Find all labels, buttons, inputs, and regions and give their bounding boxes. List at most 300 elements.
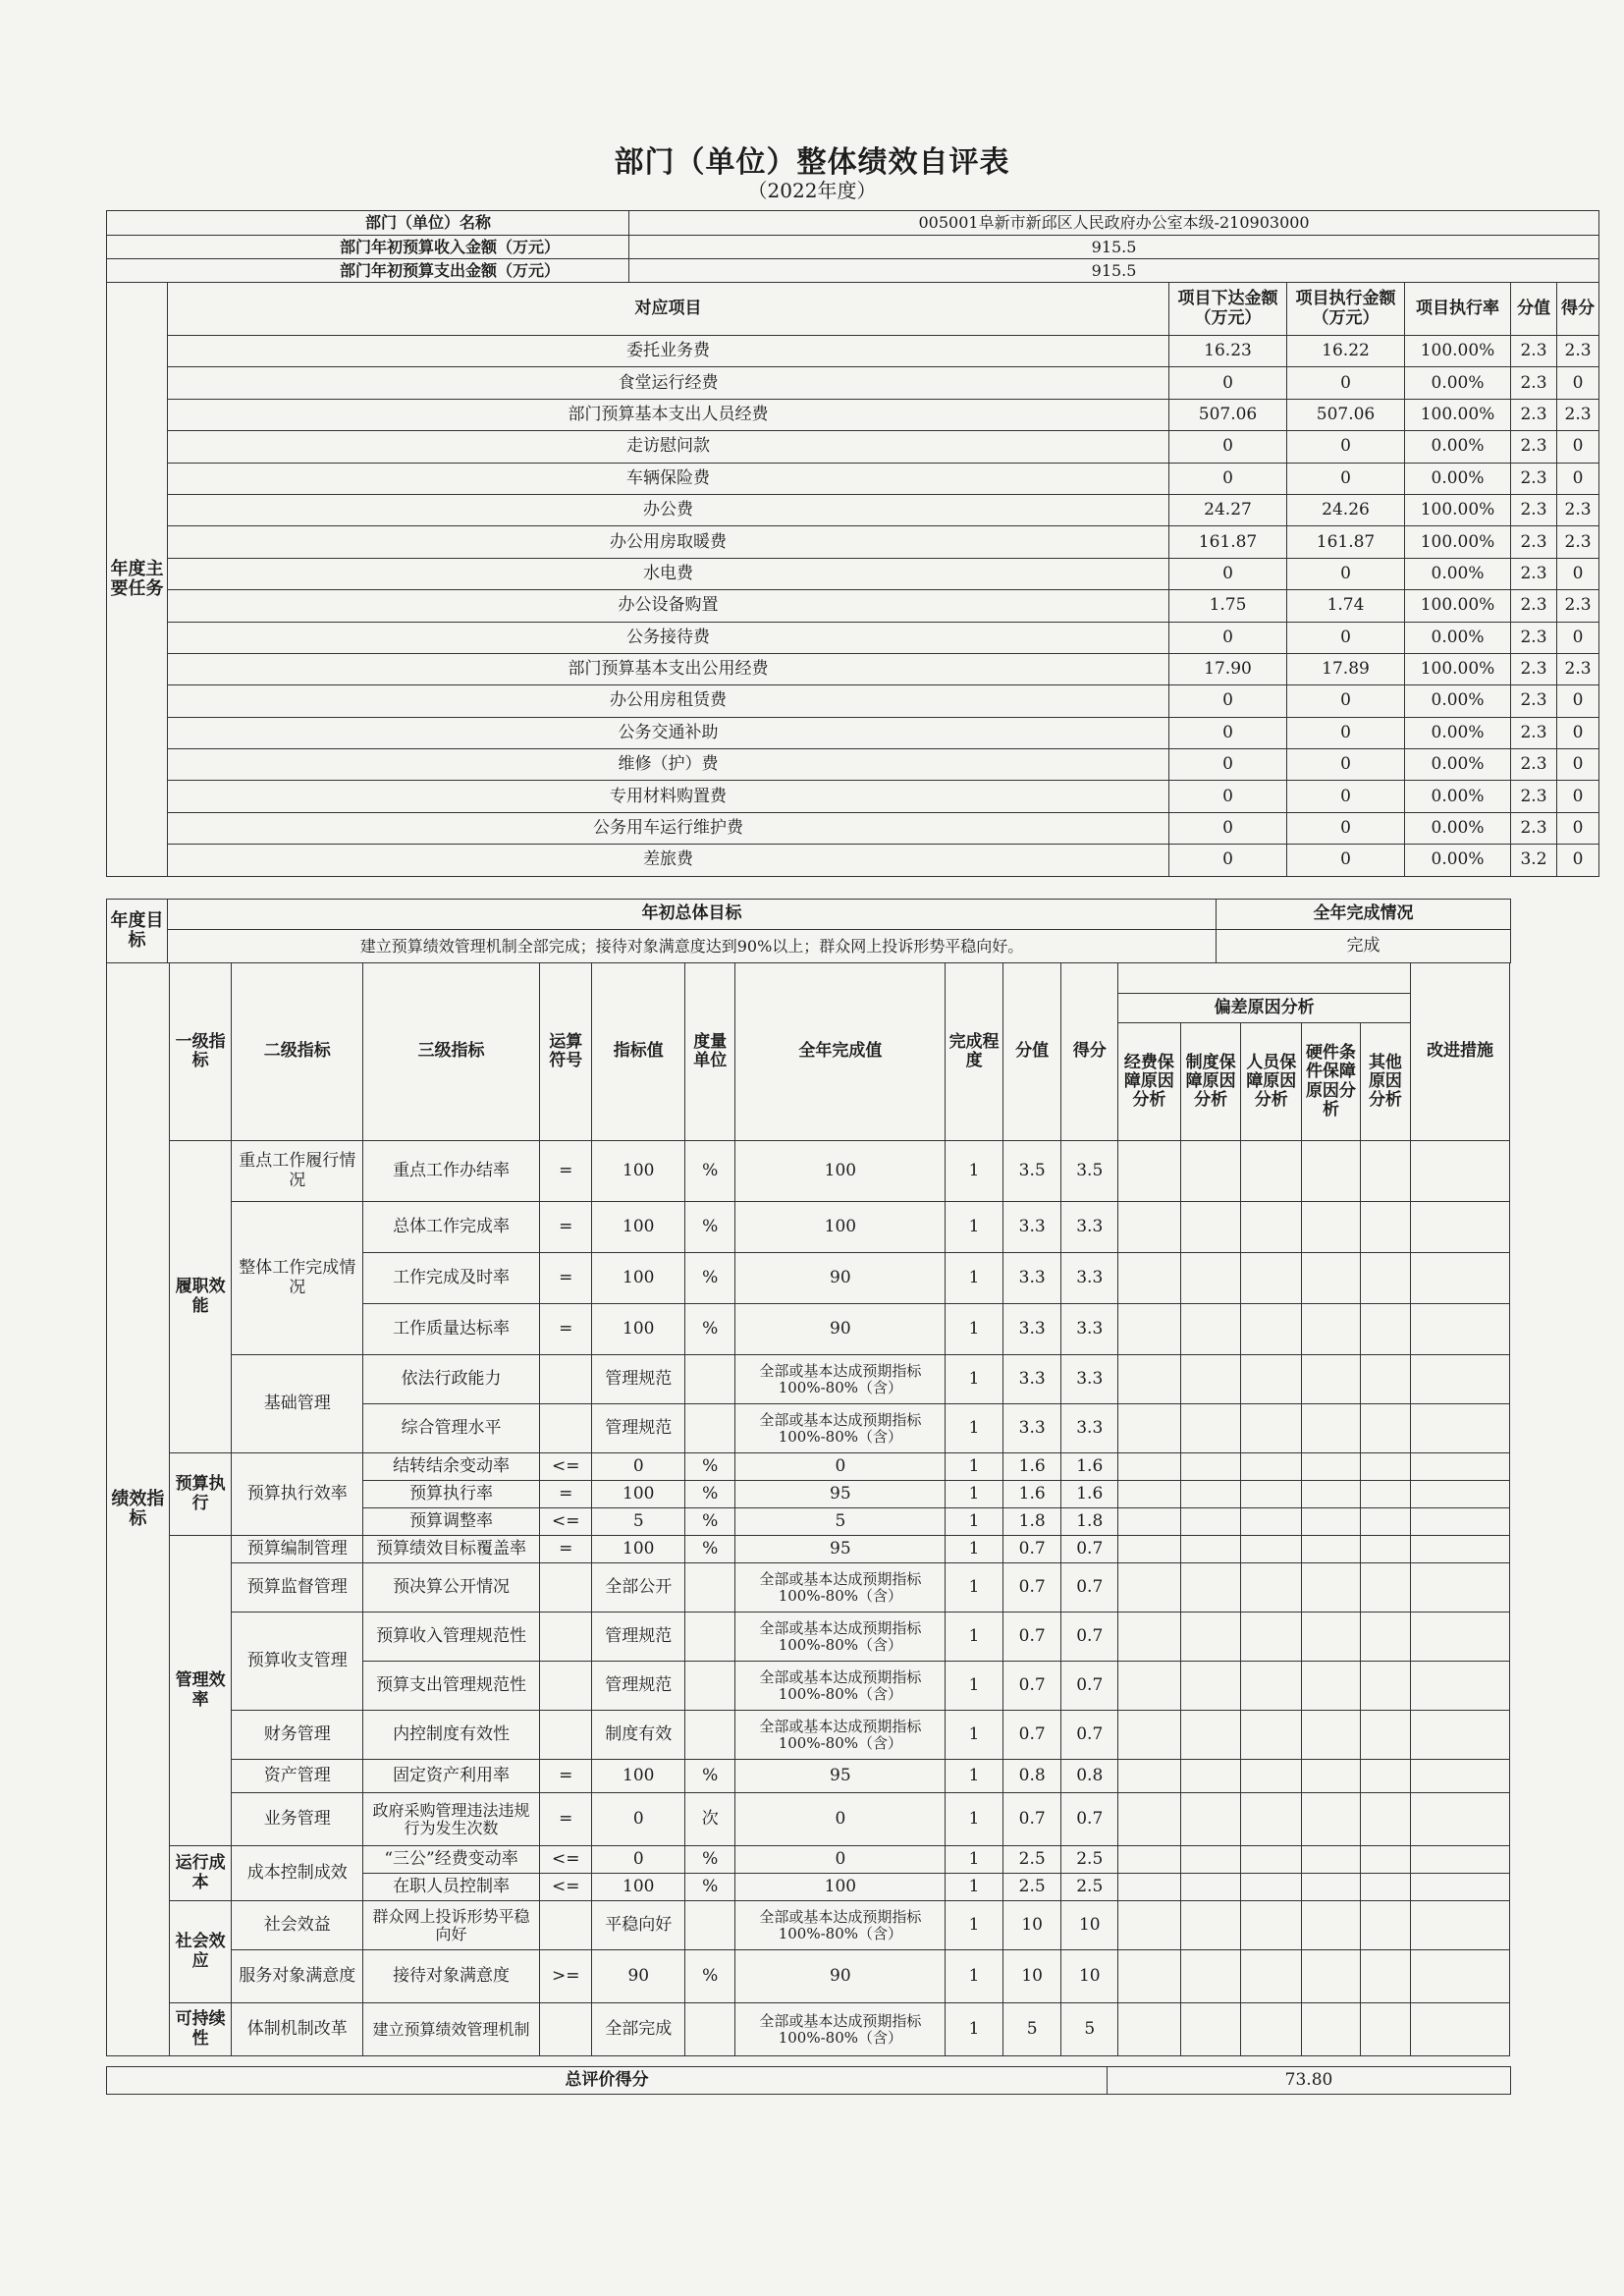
task-name: 部门预算基本支出人员经费 bbox=[168, 399, 1169, 430]
perf-improve-cell bbox=[1411, 1613, 1510, 1662]
perf-actual: 全部或基本达成预期指标100%-80%（含） bbox=[735, 2003, 946, 2056]
perf-level3: 预算支出管理规范性 bbox=[363, 1662, 540, 1711]
perf-level2-i: 资产管理 bbox=[232, 1760, 363, 1793]
perf-level3: 政府采购管理违法违规行为发生次数 bbox=[363, 1793, 540, 1846]
perf-degree: 1 bbox=[946, 1613, 1003, 1662]
perf-row bbox=[107, 1141, 1510, 1202]
perf-deviation-cell bbox=[1360, 1793, 1410, 1846]
perf-header-value: 指标值 bbox=[592, 963, 685, 1141]
perf-value: 100 bbox=[592, 1481, 685, 1508]
perf-got: 10 bbox=[1061, 1901, 1118, 1950]
perf-got: 3.3 bbox=[1061, 1304, 1118, 1355]
perf-deviation-cell bbox=[1302, 1874, 1361, 1901]
perf-level1-g5: 社会效应 bbox=[169, 1901, 232, 2003]
perf-score: 10 bbox=[1002, 1950, 1061, 2003]
perf-deviation-cell bbox=[1360, 1662, 1410, 1711]
task-row bbox=[107, 685, 1599, 717]
perf-level3: 建立预算绩效管理机制 bbox=[363, 2003, 540, 2056]
perf-unit: % bbox=[685, 1304, 735, 1355]
task-exec: 507.06 bbox=[1287, 399, 1405, 430]
perf-got: 5 bbox=[1061, 2003, 1118, 2056]
perf-improve-cell bbox=[1411, 1793, 1510, 1846]
perf-level3: 结转结余变动率 bbox=[363, 1453, 540, 1481]
perf-got: 1.6 bbox=[1061, 1481, 1118, 1508]
perf-deviation-cell bbox=[1180, 1711, 1241, 1760]
perf-deviation-cell bbox=[1241, 1453, 1302, 1481]
perf-deviation-cell bbox=[1241, 1202, 1302, 1253]
perf-deviation-cell bbox=[1302, 1508, 1361, 1536]
task-score: 2.3 bbox=[1511, 336, 1557, 367]
task-row bbox=[107, 526, 1599, 558]
perf-header-dev3: 人员保障原因分析 bbox=[1241, 1023, 1302, 1141]
task-got: 0 bbox=[1557, 812, 1599, 844]
perf-deviation-cell bbox=[1180, 1453, 1241, 1481]
perf-deviation-cell bbox=[1360, 1481, 1410, 1508]
perf-deviation-cell bbox=[1118, 1901, 1181, 1950]
task-score: 2.3 bbox=[1511, 367, 1557, 399]
perf-level3: 依法行政能力 bbox=[363, 1355, 540, 1404]
task-name: 办公设备购置 bbox=[168, 590, 1169, 622]
task-exec: 0 bbox=[1287, 781, 1405, 812]
perf-deviation-cell bbox=[1302, 1662, 1361, 1711]
task-score: 2.3 bbox=[1511, 781, 1557, 812]
perf-row bbox=[107, 1711, 1510, 1760]
perf-got: 3.3 bbox=[1061, 1404, 1118, 1453]
perf-unit bbox=[685, 1901, 735, 1950]
perf-op: <= bbox=[540, 1453, 592, 1481]
perf-deviation-cell bbox=[1302, 1253, 1361, 1304]
task-got: 0 bbox=[1557, 845, 1599, 876]
perf-value: 0 bbox=[592, 1793, 685, 1846]
perf-improve-cell bbox=[1411, 1662, 1510, 1711]
perf-op: = bbox=[540, 1304, 592, 1355]
task-row bbox=[107, 558, 1599, 589]
perf-degree: 1 bbox=[946, 1481, 1003, 1508]
perf-deviation-cell bbox=[1180, 2003, 1241, 2056]
perf-degree: 1 bbox=[946, 1253, 1003, 1304]
perf-degree: 1 bbox=[946, 1453, 1003, 1481]
task-rate: 0.00% bbox=[1405, 717, 1511, 748]
perf-deviation-cell bbox=[1241, 1950, 1302, 2003]
perf-actual: 全部或基本达成预期指标100%-80%（含） bbox=[735, 1662, 946, 1711]
perf-level3: 预算执行率 bbox=[363, 1481, 540, 1508]
perf-deviation-cell bbox=[1180, 1481, 1241, 1508]
perf-deviation-cell bbox=[1241, 2003, 1302, 2056]
task-rate: 100.00% bbox=[1405, 494, 1511, 525]
perf-deviation-cell bbox=[1180, 1613, 1241, 1662]
perf-deviation-cell bbox=[1118, 1202, 1181, 1253]
perf-deviation-cell bbox=[1241, 1253, 1302, 1304]
task-score: 2.3 bbox=[1511, 494, 1557, 525]
perf-score: 2.5 bbox=[1002, 1874, 1061, 1901]
perf-score: 10 bbox=[1002, 1901, 1061, 1950]
perf-deviation-cell bbox=[1241, 1508, 1302, 1536]
perf-improve-cell bbox=[1411, 1874, 1510, 1901]
task-got: 0 bbox=[1557, 367, 1599, 399]
perf-deviation-cell bbox=[1118, 1536, 1181, 1563]
perf-level2-n: 体制机制改革 bbox=[232, 2003, 363, 2056]
task-row bbox=[107, 749, 1599, 781]
perf-row bbox=[107, 1760, 1510, 1793]
task-name: 车辆保险费 bbox=[168, 463, 1169, 494]
perf-value: 90 bbox=[592, 1950, 685, 2003]
perf-header-level2: 二级指标 bbox=[232, 963, 363, 1141]
task-rate: 0.00% bbox=[1405, 431, 1511, 463]
perf-unit: % bbox=[685, 1253, 735, 1304]
tasks-table bbox=[106, 210, 1599, 877]
perf-got: 0.7 bbox=[1061, 1613, 1118, 1662]
perf-degree: 1 bbox=[946, 1793, 1003, 1846]
perf-value: 100 bbox=[592, 1304, 685, 1355]
perf-op: = bbox=[540, 1793, 592, 1846]
perf-deviation-cell bbox=[1180, 1141, 1241, 1202]
task-score: 2.3 bbox=[1511, 558, 1557, 589]
tasks-section-label: 年度主要任务 bbox=[107, 283, 168, 877]
task-name: 公务交通补助 bbox=[168, 717, 1169, 748]
perf-deviation-cell bbox=[1302, 1304, 1361, 1355]
perf-op: = bbox=[540, 1760, 592, 1793]
task-exec: 161.87 bbox=[1287, 526, 1405, 558]
perf-got: 1.8 bbox=[1061, 1508, 1118, 1536]
perf-deviation-cell bbox=[1118, 1355, 1181, 1404]
perf-header-dev2: 制度保障原因分析 bbox=[1180, 1023, 1241, 1141]
perf-header-improve: 改进措施 bbox=[1411, 963, 1510, 1141]
perf-deviation-cell bbox=[1241, 1304, 1302, 1355]
perf-unit: % bbox=[685, 1536, 735, 1563]
perf-deviation-cell bbox=[1118, 1141, 1181, 1202]
perf-unit: % bbox=[685, 1874, 735, 1901]
perf-deviation-cell bbox=[1360, 1202, 1410, 1253]
task-name: 公务接待费 bbox=[168, 622, 1169, 653]
perf-level1-g4: 运行成本 bbox=[169, 1846, 232, 1901]
perf-deviation-cell bbox=[1180, 1662, 1241, 1711]
task-score: 2.3 bbox=[1511, 431, 1557, 463]
perf-improve-cell bbox=[1411, 1304, 1510, 1355]
perf-got: 0.7 bbox=[1061, 1662, 1118, 1711]
perf-op bbox=[540, 1711, 592, 1760]
perf-deviation-cell bbox=[1118, 1874, 1181, 1901]
task-name: 办公用房取暖费 bbox=[168, 526, 1169, 558]
perf-improve-cell bbox=[1411, 2003, 1510, 2056]
perf-value: 0 bbox=[592, 1846, 685, 1874]
perf-actual: 全部或基本达成预期指标100%-80%（含） bbox=[735, 1901, 946, 1950]
perf-deviation-cell bbox=[1302, 1355, 1361, 1404]
perf-row bbox=[107, 1355, 1510, 1404]
perf-header-score: 分值 bbox=[1002, 963, 1061, 1141]
perf-score: 1.6 bbox=[1002, 1481, 1061, 1508]
perf-level2-g: 预算收支管理 bbox=[232, 1613, 363, 1711]
perf-actual: 90 bbox=[735, 1253, 946, 1304]
perf-deviation-cell bbox=[1360, 1563, 1410, 1613]
task-exec: 0 bbox=[1287, 845, 1405, 876]
perf-header-unit: 度量单位 bbox=[685, 963, 735, 1141]
perf-table bbox=[106, 962, 1510, 2056]
task-score: 2.3 bbox=[1511, 463, 1557, 494]
perf-deviation-cell bbox=[1180, 1404, 1241, 1453]
perf-op: = bbox=[540, 1481, 592, 1508]
task-rate: 100.00% bbox=[1405, 653, 1511, 684]
task-alloc: 507.06 bbox=[1169, 399, 1287, 430]
perf-degree: 1 bbox=[946, 1536, 1003, 1563]
task-alloc: 0 bbox=[1169, 431, 1287, 463]
perf-deviation-cell bbox=[1241, 1874, 1302, 1901]
perf-improve-cell bbox=[1411, 1950, 1510, 2003]
task-rate: 0.00% bbox=[1405, 558, 1511, 589]
perf-deviation-cell bbox=[1302, 1563, 1361, 1613]
perf-header-degree: 完成程度 bbox=[946, 963, 1003, 1141]
perf-deviation-cell bbox=[1302, 1453, 1361, 1481]
task-name: 专用材料购置费 bbox=[168, 781, 1169, 812]
page-title: 部门（单位）整体绩效自评表 bbox=[614, 145, 1010, 180]
perf-score: 0.7 bbox=[1002, 1563, 1061, 1613]
perf-degree: 1 bbox=[946, 1563, 1003, 1613]
perf-actual: 全部或基本达成预期指标100%-80%（含） bbox=[735, 1711, 946, 1760]
task-row bbox=[107, 494, 1599, 525]
task-exec: 0 bbox=[1287, 367, 1405, 399]
task-row bbox=[107, 717, 1599, 748]
perf-deviation-cell bbox=[1241, 1613, 1302, 1662]
perf-score: 0.8 bbox=[1002, 1760, 1061, 1793]
perf-level3: 预算绩效目标覆盖率 bbox=[363, 1536, 540, 1563]
tasks-header-alloc: 项目下达金额（万元） bbox=[1169, 283, 1287, 336]
task-name: 食堂运行经费 bbox=[168, 367, 1169, 399]
perf-op: >= bbox=[540, 1950, 592, 2003]
perf-score: 2.5 bbox=[1002, 1846, 1061, 1874]
perf-actual: 100 bbox=[735, 1202, 946, 1253]
perf-actual: 90 bbox=[735, 1950, 946, 2003]
perf-header-dev1: 经费保障原因分析 bbox=[1118, 1023, 1181, 1141]
task-rate: 0.00% bbox=[1405, 463, 1511, 494]
income-label: 部门年初预算收入金额（万元） bbox=[107, 236, 629, 259]
perf-score: 0.7 bbox=[1002, 1711, 1061, 1760]
total-table bbox=[106, 2066, 1511, 2095]
perf-actual: 全部或基本达成预期指标100%-80%（含） bbox=[735, 1355, 946, 1404]
perf-score: 3.3 bbox=[1002, 1253, 1061, 1304]
perf-op bbox=[540, 1355, 592, 1404]
task-got: 0 bbox=[1557, 717, 1599, 748]
perf-op bbox=[540, 1662, 592, 1711]
perf-header-deviation: 偏差原因分析 bbox=[1118, 994, 1411, 1023]
perf-deviation-cell bbox=[1118, 1846, 1181, 1874]
perf-op bbox=[540, 1404, 592, 1453]
perf-header-actual: 全年完成值 bbox=[735, 963, 946, 1141]
perf-deviation-cell bbox=[1118, 2003, 1181, 2056]
perf-actual: 5 bbox=[735, 1508, 946, 1536]
perf-level3: 群众网上投诉形势平稳向好 bbox=[363, 1901, 540, 1950]
perf-unit: % bbox=[685, 1760, 735, 1793]
perf-deviation-cell bbox=[1241, 1662, 1302, 1711]
task-row bbox=[107, 336, 1599, 367]
perf-deviation-cell bbox=[1118, 1508, 1181, 1536]
income-value: 915.5 bbox=[629, 236, 1599, 259]
perf-unit: % bbox=[685, 1453, 735, 1481]
expense-value: 915.5 bbox=[629, 259, 1599, 283]
perf-got: 3.3 bbox=[1061, 1355, 1118, 1404]
perf-deviation-cell bbox=[1302, 1536, 1361, 1563]
task-exec: 0 bbox=[1287, 431, 1405, 463]
perf-unit: % bbox=[685, 1846, 735, 1874]
perf-level2-f: 预算监督管理 bbox=[232, 1563, 363, 1613]
task-alloc: 0 bbox=[1169, 749, 1287, 781]
perf-op: <= bbox=[540, 1874, 592, 1901]
perf-deviation-cell bbox=[1360, 1536, 1410, 1563]
task-rate: 0.00% bbox=[1405, 622, 1511, 653]
task-score: 3.2 bbox=[1511, 845, 1557, 876]
perf-header-op: 运算符号 bbox=[540, 963, 592, 1141]
perf-improve-cell bbox=[1411, 1508, 1510, 1536]
perf-level2-a: 重点工作履行情况 bbox=[232, 1141, 363, 1202]
task-got: 0 bbox=[1557, 463, 1599, 494]
task-got: 2.3 bbox=[1557, 399, 1599, 430]
perf-degree: 1 bbox=[946, 1711, 1003, 1760]
task-exec: 0 bbox=[1287, 717, 1405, 748]
perf-score: 3.5 bbox=[1002, 1141, 1061, 1202]
task-alloc: 0 bbox=[1169, 558, 1287, 589]
perf-actual: 全部或基本达成预期指标100%-80%（含） bbox=[735, 1404, 946, 1453]
perf-deviation-cell bbox=[1180, 1760, 1241, 1793]
task-alloc: 0 bbox=[1169, 845, 1287, 876]
perf-unit: % bbox=[685, 1950, 735, 2003]
perf-actual: 全部或基本达成预期指标100%-80%（含） bbox=[735, 1563, 946, 1613]
perf-value: 100 bbox=[592, 1202, 685, 1253]
task-name: 办公用房租赁费 bbox=[168, 685, 1169, 717]
perf-value: 100 bbox=[592, 1874, 685, 1901]
perf-deviation-cell bbox=[1118, 1711, 1181, 1760]
task-alloc: 0 bbox=[1169, 463, 1287, 494]
task-alloc: 0 bbox=[1169, 812, 1287, 844]
perf-degree: 1 bbox=[946, 1846, 1003, 1874]
total-label: 总评价得分 bbox=[107, 2067, 1108, 2095]
tasks-header-score: 分值 bbox=[1511, 283, 1557, 336]
perf-actual: 95 bbox=[735, 1536, 946, 1563]
task-rate: 100.00% bbox=[1405, 336, 1511, 367]
perf-header-dev4: 硬件条件保障原因分析 bbox=[1302, 1023, 1361, 1141]
perf-level3: 工作完成及时率 bbox=[363, 1253, 540, 1304]
perf-improve-cell bbox=[1411, 1846, 1510, 1874]
perf-improve-cell bbox=[1411, 1404, 1510, 1453]
perf-deviation-cell bbox=[1360, 1901, 1410, 1950]
perf-level3: “三公”经费变动率 bbox=[363, 1846, 540, 1874]
task-exec: 0 bbox=[1287, 558, 1405, 589]
task-alloc: 0 bbox=[1169, 685, 1287, 717]
perf-row bbox=[107, 1536, 1510, 1563]
task-score: 2.3 bbox=[1511, 717, 1557, 748]
perf-deviation-cell bbox=[1241, 1536, 1302, 1563]
task-score: 2.3 bbox=[1511, 749, 1557, 781]
perf-level2-m: 服务对象满意度 bbox=[232, 1950, 363, 2003]
task-exec: 0 bbox=[1287, 749, 1405, 781]
goal-target-text: 建立预算绩效管理机制全部完成；接待对象满意度达到90%以上；群众网上投诉形势平稳向好。 bbox=[168, 930, 1217, 963]
perf-deviation-cell bbox=[1180, 1508, 1241, 1536]
perf-op bbox=[540, 1613, 592, 1662]
perf-row bbox=[107, 1563, 1510, 1613]
perf-degree: 1 bbox=[946, 1662, 1003, 1711]
task-row bbox=[107, 653, 1599, 684]
perf-actual: 95 bbox=[735, 1481, 946, 1508]
task-alloc: 1.75 bbox=[1169, 590, 1287, 622]
perf-level1-g2: 预算执行 bbox=[169, 1453, 232, 1536]
task-name: 走访慰问款 bbox=[168, 431, 1169, 463]
perf-level2-e: 预算编制管理 bbox=[232, 1536, 363, 1563]
perf-score: 1.6 bbox=[1002, 1453, 1061, 1481]
dept-label: 部门（单位）名称 bbox=[107, 211, 629, 236]
perf-deviation-cell bbox=[1302, 1793, 1361, 1846]
expense-label: 部门年初预算支出金额（万元） bbox=[107, 259, 629, 283]
task-name: 维修（护）费 bbox=[168, 749, 1169, 781]
perf-score: 5 bbox=[1002, 2003, 1061, 2056]
perf-header-got: 得分 bbox=[1061, 963, 1118, 1141]
task-exec: 0 bbox=[1287, 685, 1405, 717]
perf-op bbox=[540, 2003, 592, 2056]
perf-deviation-cell bbox=[1180, 1536, 1241, 1563]
perf-score: 3.3 bbox=[1002, 1404, 1061, 1453]
perf-row bbox=[107, 1453, 1510, 1481]
perf-degree: 1 bbox=[946, 1355, 1003, 1404]
perf-unit bbox=[685, 1563, 735, 1613]
tasks-header-rate: 项目执行率 bbox=[1405, 283, 1511, 336]
perf-value: 100 bbox=[592, 1253, 685, 1304]
perf-unit: % bbox=[685, 1481, 735, 1508]
perf-deviation-cell bbox=[1241, 1481, 1302, 1508]
perf-actual: 0 bbox=[735, 1793, 946, 1846]
perf-deviation-cell bbox=[1118, 1453, 1181, 1481]
perf-actual: 0 bbox=[735, 1453, 946, 1481]
perf-header-level1: 一级指标 bbox=[169, 963, 232, 1141]
perf-level3: 预算收入管理规范性 bbox=[363, 1613, 540, 1662]
perf-row bbox=[107, 1202, 1510, 1253]
task-row bbox=[107, 590, 1599, 622]
perf-score: 3.3 bbox=[1002, 1355, 1061, 1404]
perf-value: 制度有效 bbox=[592, 1711, 685, 1760]
perf-deviation-cell bbox=[1302, 1481, 1361, 1508]
perf-level2-j: 业务管理 bbox=[232, 1793, 363, 1846]
perf-deviation-cell bbox=[1118, 1481, 1181, 1508]
perf-improve-cell bbox=[1411, 1563, 1510, 1613]
goal-completion-text: 完成 bbox=[1217, 930, 1511, 963]
task-name: 公务用车运行维护费 bbox=[168, 812, 1169, 844]
perf-level3: 重点工作办结率 bbox=[363, 1141, 540, 1202]
task-alloc: 0 bbox=[1169, 781, 1287, 812]
perf-got: 3.3 bbox=[1061, 1202, 1118, 1253]
perf-unit bbox=[685, 1711, 735, 1760]
perf-deviation-cell bbox=[1302, 1950, 1361, 2003]
perf-deviation-cell bbox=[1118, 1563, 1181, 1613]
perf-value: 管理规范 bbox=[592, 1613, 685, 1662]
perf-level2-h: 财务管理 bbox=[232, 1711, 363, 1760]
perf-unit: % bbox=[685, 1508, 735, 1536]
perf-deviation-cell bbox=[1180, 1202, 1241, 1253]
task-rate: 0.00% bbox=[1405, 781, 1511, 812]
task-row bbox=[107, 431, 1599, 463]
perf-deviation-cell bbox=[1118, 1253, 1181, 1304]
perf-deviation-cell bbox=[1180, 1901, 1241, 1950]
perf-level2-c: 基础管理 bbox=[232, 1355, 363, 1453]
task-got: 0 bbox=[1557, 781, 1599, 812]
perf-row bbox=[107, 2003, 1510, 2056]
perf-deviation-cell bbox=[1180, 1563, 1241, 1613]
perf-deviation-cell bbox=[1360, 1711, 1410, 1760]
perf-deviation-cell bbox=[1118, 1662, 1181, 1711]
tasks-header-got: 得分 bbox=[1557, 283, 1599, 336]
perf-deviation-cell bbox=[1241, 1760, 1302, 1793]
task-got: 0 bbox=[1557, 431, 1599, 463]
perf-unit bbox=[685, 1613, 735, 1662]
perf-level2-b: 整体工作完成情况 bbox=[232, 1202, 363, 1355]
perf-op: = bbox=[540, 1253, 592, 1304]
goal-table bbox=[106, 899, 1511, 963]
perf-row bbox=[107, 1613, 1510, 1662]
perf-improve-cell bbox=[1411, 1141, 1510, 1202]
